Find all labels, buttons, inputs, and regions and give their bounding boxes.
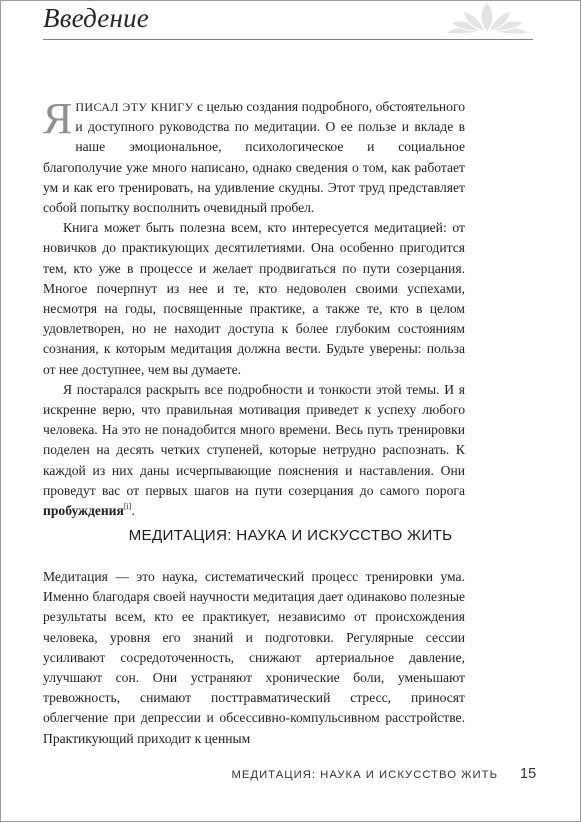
lead-caps: ПИСАЛ ЭТУ КНИГУ [75,100,194,114]
footnote-marker[interactable]: [i] [123,502,132,512]
intro-paragraph-3 [43,380,465,521]
intro-paragraph-1 [43,94,465,218]
section-paragraph-1: Медитация — это наука, систематический процесс тренировки ума. Именно благодаря своей научности медитация дает одинаково полезные результаты всем, кто ее практикует, независимо от происхождения человека, уровня его знаний и подготовки. Регулярные сессии усиливают сосредоточенность, снижают артериальное давление, улучшают сон. Они устраняют хронические боли, уменьшают тревожность, снимают посттравматический стресс, приносят облегчение при депрессии и обсессивно-компульсивном расстройстве. Практикующий приходит к ценным [43,569,465,746]
running-footer-title: МЕДИТАЦИЯ: НАУКА И ИСКУССТВО ЖИТЬ [231,769,498,781]
awakening-term: пробуждения [43,503,124,519]
chapter-title: Введение [43,3,149,33]
intro-text [43,94,465,521]
intro-paragraph-2: Книга может быть полезна всем, кто интересуется медитацией: от новичков до практикующих десятилетиями. Она особенно пригодится тем, кто уже в процессе и желает продвигаться по пути созерцания. Многое почерпнут из нее и те, кто недоволен своими успехами, несмотря на годы, посвященные практике, а также те, кто в целом удовлетворен, но не находит доступа к более глубоким состояниям сознания, к которым медитация должна вести. Будьте уверены: польза от нее доступнее, чем вы думаете. [43,220,465,377]
intro-paragraph-3-text: Я постарался раскрыть все подробности и тонкости этой темы. И я искренне верю, что правильная мотивация приведет к успеху любого человека. На это не понадобится много времени. Весь путь тренировки поделен на десять четких ступеней, которые нетрудно распознать. К каждой из них даны исчерпывающие пояснения и наставления. Они проведут вас от первых шагов на пути созерцания до самого порога [43,381,465,498]
drop-cap: Я [43,94,73,143]
lotus-icon [443,1,531,35]
section-text [43,567,465,749]
intro-paragraph-1-rest: с целью создания подробного, обстоятельного и доступного руководства по медитации. О ее пользе и вкладе в наше эмоциональное, психологическое и социальное благополучие уже много написано, однако сведения о том, как работает ум и как его тренировать, на удивление скудны. Этот труд представляет собой попытку восполнить очевидный пробел. [43,99,465,216]
section-heading: МЕДИТАЦИЯ: НАУКА И ИСКУССТВО ЖИТЬ [128,527,453,544]
header-rule [43,39,533,40]
page-number: 15 [520,766,537,782]
intro-paragraph-3-end: . [131,503,135,519]
